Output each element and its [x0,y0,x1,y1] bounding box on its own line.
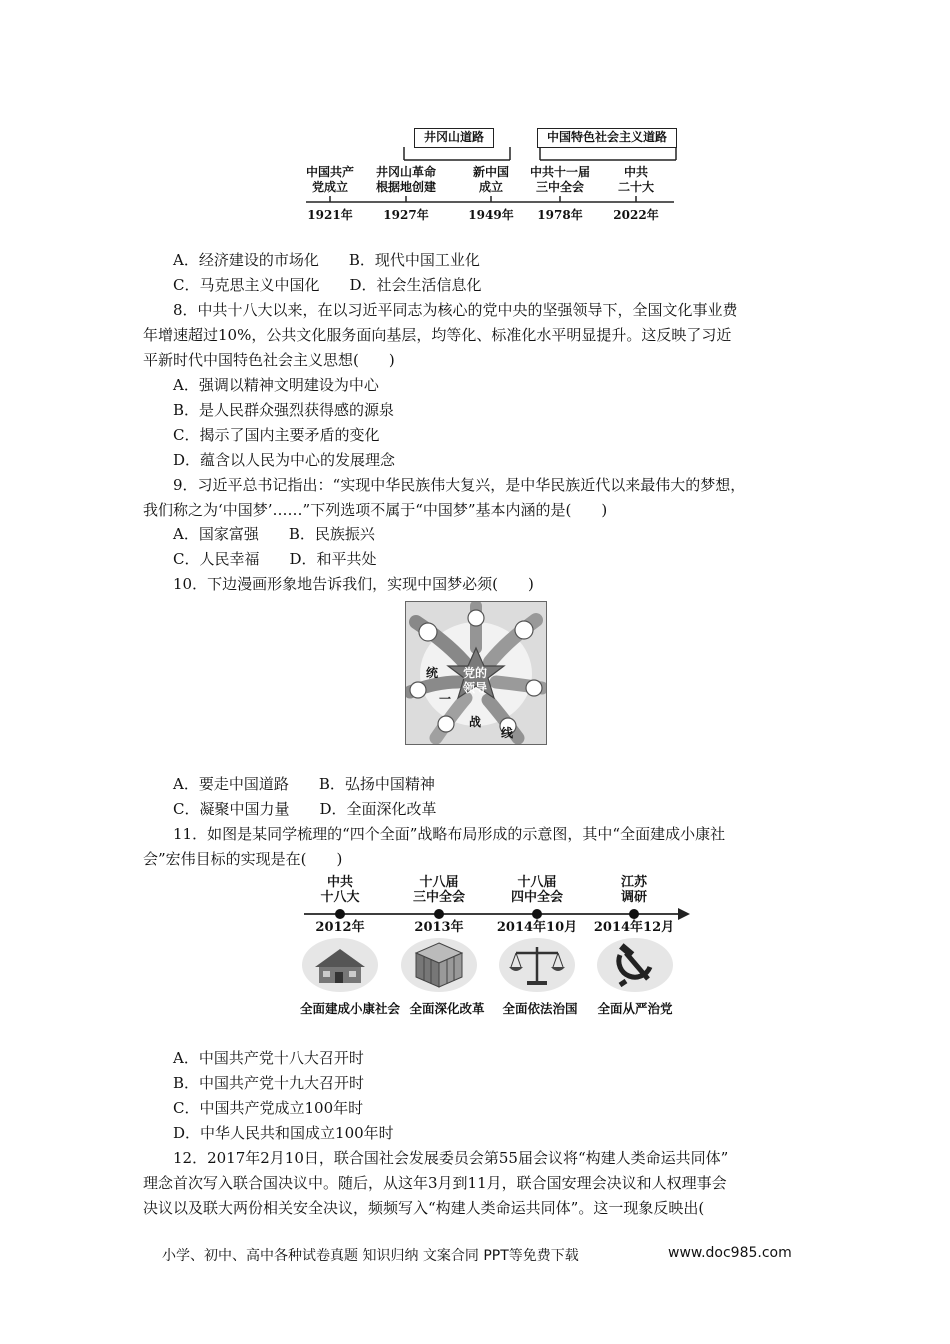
cube-icon [400,937,478,993]
q7-options-cd: C．马克思主义中国化 D．社会生活信息化 [173,276,482,294]
event-label-1b: 党成立 [311,180,348,194]
t2-top-1a: 中共 [326,875,353,890]
t2-top-1b: 十八大 [320,890,360,905]
t2-top-2b: 三中全会 [412,890,465,905]
q8-option-b: B．是人民群众强烈获得感的源泉 [173,401,395,419]
caption-party-discipline: 全面从严治党 [597,1001,673,1016]
q12-stem-line1: 12．2017年2月10日，联合国社会发展委员会第55届会议将“构建人类命运共同体” [173,1149,729,1167]
t2-top-4a: 江苏 [620,875,647,890]
event-label-4b: 三中全会 [535,180,584,194]
q8-option-a: A．强调以精神文明建设为中心 [173,376,379,394]
caption-reform: 全面深化改革 [409,1001,485,1016]
q10-cartoon [405,601,547,745]
event-label-2a: 井冈山革命 [375,165,436,179]
q8-option-d: D．蕴含以人民为中心的发展理念 [173,451,396,469]
house-icon [301,937,379,993]
q9-stem-line1: 9．习近平总书记指出：“实现中华民族伟大复兴，是中华民族近代以来最伟大的梦想， [173,476,746,494]
event-year-3: 1949年 [468,208,514,222]
footer-url-link[interactable]: www.doc985.com [668,1245,792,1261]
event-year-4: 1978年 [537,208,583,222]
q10-options-cd: C．凝聚中国力量 D．全面深化改革 [173,800,437,818]
cartoon-char-yi: 一 [439,692,452,706]
event-label-3b: 成立 [478,180,503,194]
q11-option-d: D．中华人民共和国成立100年时 [173,1124,394,1142]
q8-stem-line3: 平新时代中国特色社会主义思想( ) [143,351,395,369]
q9-stem-line2: 我们称之为‘中国梦’……”下列选项不属于“中国梦”基本内涵的是( ) [143,501,608,519]
cartoon-char-zhan: 战 [469,715,482,729]
q9-options-ab: A．国家富强 B．民族振兴 [173,525,375,543]
t2-top-3a: 十八届 [517,875,557,890]
t2-top-4b: 调研 [620,890,647,905]
t2-date-3: 2014年10月 [496,920,578,935]
t2-date-2: 2013年 [414,920,464,935]
t2-date-4: 2014年12月 [593,920,675,935]
hammer-sickle-icon [596,937,674,993]
event-label-3a: 新中国 [472,165,509,179]
cartoon-star-text-1: 党的 [463,666,488,680]
caption-xiaokang: 全面建成小康社会 [299,1001,400,1016]
q9-options-cd: C．人民幸福 D．和平共处 [173,550,377,568]
q8-stem-line1: 8．中共十八大以来，在以习近平同志为核心的党中央的坚强领导下，全国文化事业费 [173,301,738,319]
box-jinggangshan-road: 井冈山道路 [414,128,494,148]
cartoon-star-text-2: 领导 [463,681,488,695]
q8-stem-line2: 年增速超过10%，公共文化服务面向基层，均等化、标准化水平明显提升。这反映了习近 [143,326,732,344]
q12-stem-line2: 理念首次写入联合国决议中。随后，从这年3月到11月，联合国安理会决议和人权理事会 [143,1174,727,1192]
event-label-5a: 中共 [623,165,648,179]
q10-options-ab: A．要走中国道路 B．弘扬中国精神 [173,775,435,793]
box-socialism-road: 中国特色社会主义道路 [537,128,677,148]
cartoon-char-xian: 线 [501,726,514,740]
event-year-1: 1921年 [307,208,353,222]
q11-option-c: C．中国共产党成立100年时 [173,1099,364,1117]
q8-option-c: C．揭示了国内主要矛盾的变化 [173,426,380,444]
q10-stem: 10．下边漫画形象地告诉我们，实现中国梦必须( ) [173,575,534,593]
scales-icon [498,937,576,993]
t2-top-3b: 四中全会 [510,890,563,905]
event-label-2b: 根据地创建 [375,180,436,194]
q11-stem-line1: 11．如图是某同学梳理的“四个全面”战略布局形成的示意图，其中“全面建成小康社 [173,825,726,843]
q11-stem-line2: 会”宏伟目标的实现是在( ) [143,850,343,868]
event-label-1a: 中国共产 [305,165,354,179]
q7-options-ab: A．经济建设的市场化 B．现代中国工业化 [173,251,480,269]
event-label-4a: 中共十一届 [529,165,590,179]
q11-option-a: A．中国共产党十八大召开时 [173,1049,364,1067]
event-year-5: 2022年 [613,208,659,222]
q11-option-b: B．中国共产党十九大召开时 [173,1074,365,1092]
event-label-5b: 二十大 [617,180,654,194]
caption-rule-of-law: 全面依法治国 [502,1001,578,1016]
q12-stem-line3: 决议以及联大两份相关安全决议，频频写入“构建人类命运共同体”。这一现象反映出( [143,1199,705,1217]
cartoon-char-tong: 统 [426,666,439,680]
footer-ad-text: 小学、初中、高中各种试卷真题 知识归纳 文案合同 PPT等免费下载 [162,1248,579,1264]
t2-top-2a: 十八届 [419,875,459,890]
t2-date-1: 2012年 [315,920,365,935]
event-year-2: 1927年 [383,208,429,222]
